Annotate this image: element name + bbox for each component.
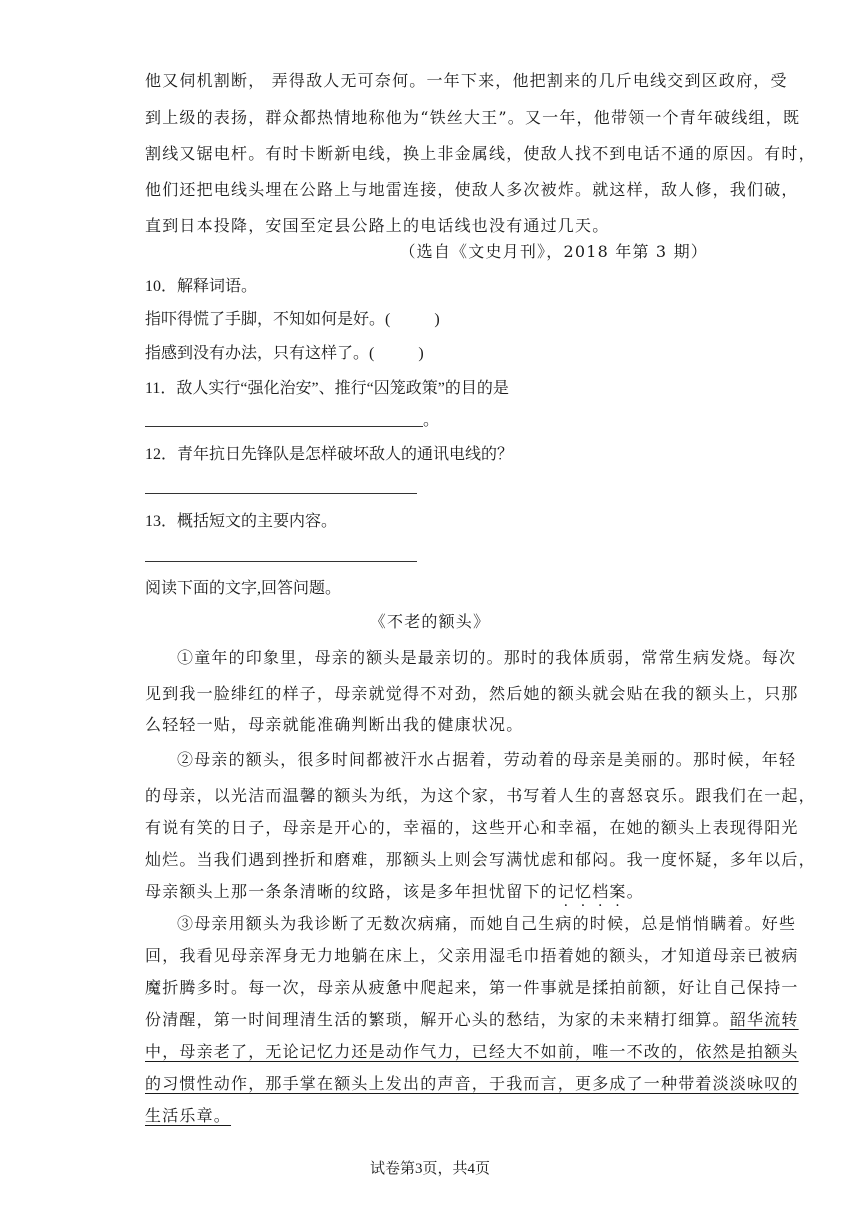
underlined-sentence-start: 韶华流转 [729, 1010, 799, 1029]
emphasis-dot-char: 档 [592, 882, 610, 901]
passage-line: 他们还把电线头埋在公路上与地雷连接，使敌人多次被炸。就这样，敌人修，我们破， [145, 180, 799, 199]
answer-line-13[interactable] [145, 560, 417, 562]
paragraph-1-line: 见到我一脸绯红的样子，母亲就觉得不对劲，然后她的额头就会贴在我的额头上，只那 [145, 684, 799, 703]
paragraph-3-line: 回，我看见母亲浑身无力地躺在床上，父亲用湿毛巾捂着她的额头，才知道母亲已被病 [145, 946, 799, 965]
paragraph-3-line [145, 1009, 799, 1031]
answer-line-11[interactable] [145, 425, 423, 427]
paragraph-2-text: 母亲额头上那一条条清晰的纹路，该是多年担忧留下的 [145, 882, 558, 901]
passage-line: 直到日本投降，安国至定县公路上的电话线也没有通过几天。 [145, 216, 610, 235]
question-10-item-2-text: 指感到没有办法，只有这样了。( [145, 345, 375, 362]
question-13: 13．概括短文的主要内容。 [145, 513, 338, 530]
page-footer: 试卷第3页，共4页 [369, 1161, 490, 1177]
paragraph-1-line: ①童年的印象里，母亲的额头是最亲切的。那时的我体质弱，常常生病发烧。每次 [177, 648, 797, 667]
question-10-title: 10．解释词语。 [145, 278, 258, 295]
reading-instruction: 阅读下面的文字,回答问题。 [145, 580, 342, 597]
source-citation: （选自《文史月刊》，2018 年第 3 期） [399, 242, 708, 261]
question-10-item-2 [145, 343, 424, 365]
paragraph-2-line: 灿烂。当我们遇到挫折和磨难，那额头上则会写满忧虑和郁闷。我一度怀疑，多年以后， [145, 850, 816, 869]
paragraph-1-line: 么轻轻一贴，母亲就能准确判断出我的健康状况。 [145, 715, 524, 734]
passage-line: 他又伺机割断， 弄得敌人无可奈何。一年下来，他把割来的几斤电线交到区政府，受 [145, 71, 788, 90]
paragraph-3-text: 份清醒，第一时间理清生活的繁琐，解开心头的愁结，为家的未来精打细算。 [145, 1010, 730, 1029]
answer-line-12[interactable] [145, 492, 417, 494]
reading-title: 《不老的额头》 [369, 612, 491, 631]
question-10-item-1 [145, 309, 440, 331]
question-11: 11．敌人实行“强化治安”、推行“囚笼政策”的目的是 [145, 380, 509, 397]
paragraph-2-line: 的母亲，以光洁而温馨的额头为纸，为这个家，书写着人生的喜怒哀乐。跟我们在一起， [145, 786, 816, 805]
answer-line-11-end: 。 [423, 412, 440, 429]
question-10-item-1-text: 指吓得慌了手脚，不知如何是好。( [145, 311, 391, 328]
passage-line: 割线又锯电杆。有时卡断新电线，换上非金属线，使敌人找不到电话不通的原因。有时， [145, 144, 816, 163]
paragraph-2-line: 有说有笑的日子，母亲是开心的，幸福的，这些开心和幸福，在她的额头上表现得阳光 [145, 818, 799, 837]
emphasis-dot-char: 记 [557, 882, 576, 901]
dotted-phrase [558, 882, 627, 901]
close-paren: ) [434, 311, 440, 328]
underlined-sentence-line: 生活乐章。 [145, 1106, 232, 1125]
paragraph-3-line: 魔折腾多时。每一次，母亲从疲惫中爬起来，第一件事就是揉拍前额，好让自己保持一 [145, 978, 799, 997]
underlined-sentence-line: 中，母亲老了，无论记忆力还是动作气力，已经大不如前，唯一不改的，依然是拍额头 [145, 1042, 799, 1061]
underlined-sentence-line: 的习惯性动作，那手掌在额头上发出的声音，于我而言，更多成了一种带着淡淡咏叹的 [145, 1074, 799, 1093]
passage-line: 到上级的表扬，群众都热情地称他为“铁丝大王”。又一年，他带领一个青年破线组，既 [145, 108, 801, 127]
question-12: 12．青年抗日先锋队是怎样破坏敌人的通讯电线的？ [145, 446, 514, 463]
close-paren: ) [418, 345, 424, 362]
emphasis-dot-char: 忆 [575, 882, 593, 901]
paragraph-2-end: 。 [626, 882, 644, 901]
emphasis-dot-char: 案 [609, 882, 627, 901]
paragraph-3-line: ③母亲用额头为我诊断了无数次病痛，而她自己生病的时候，总是悄悄瞒着。好些 [177, 914, 797, 933]
paragraph-2-line: ②母亲的额头，很多时间都被汗水占据着，劳动着的母亲是美丽的。那时候，年轻 [177, 750, 797, 769]
paragraph-2-line [145, 881, 644, 903]
